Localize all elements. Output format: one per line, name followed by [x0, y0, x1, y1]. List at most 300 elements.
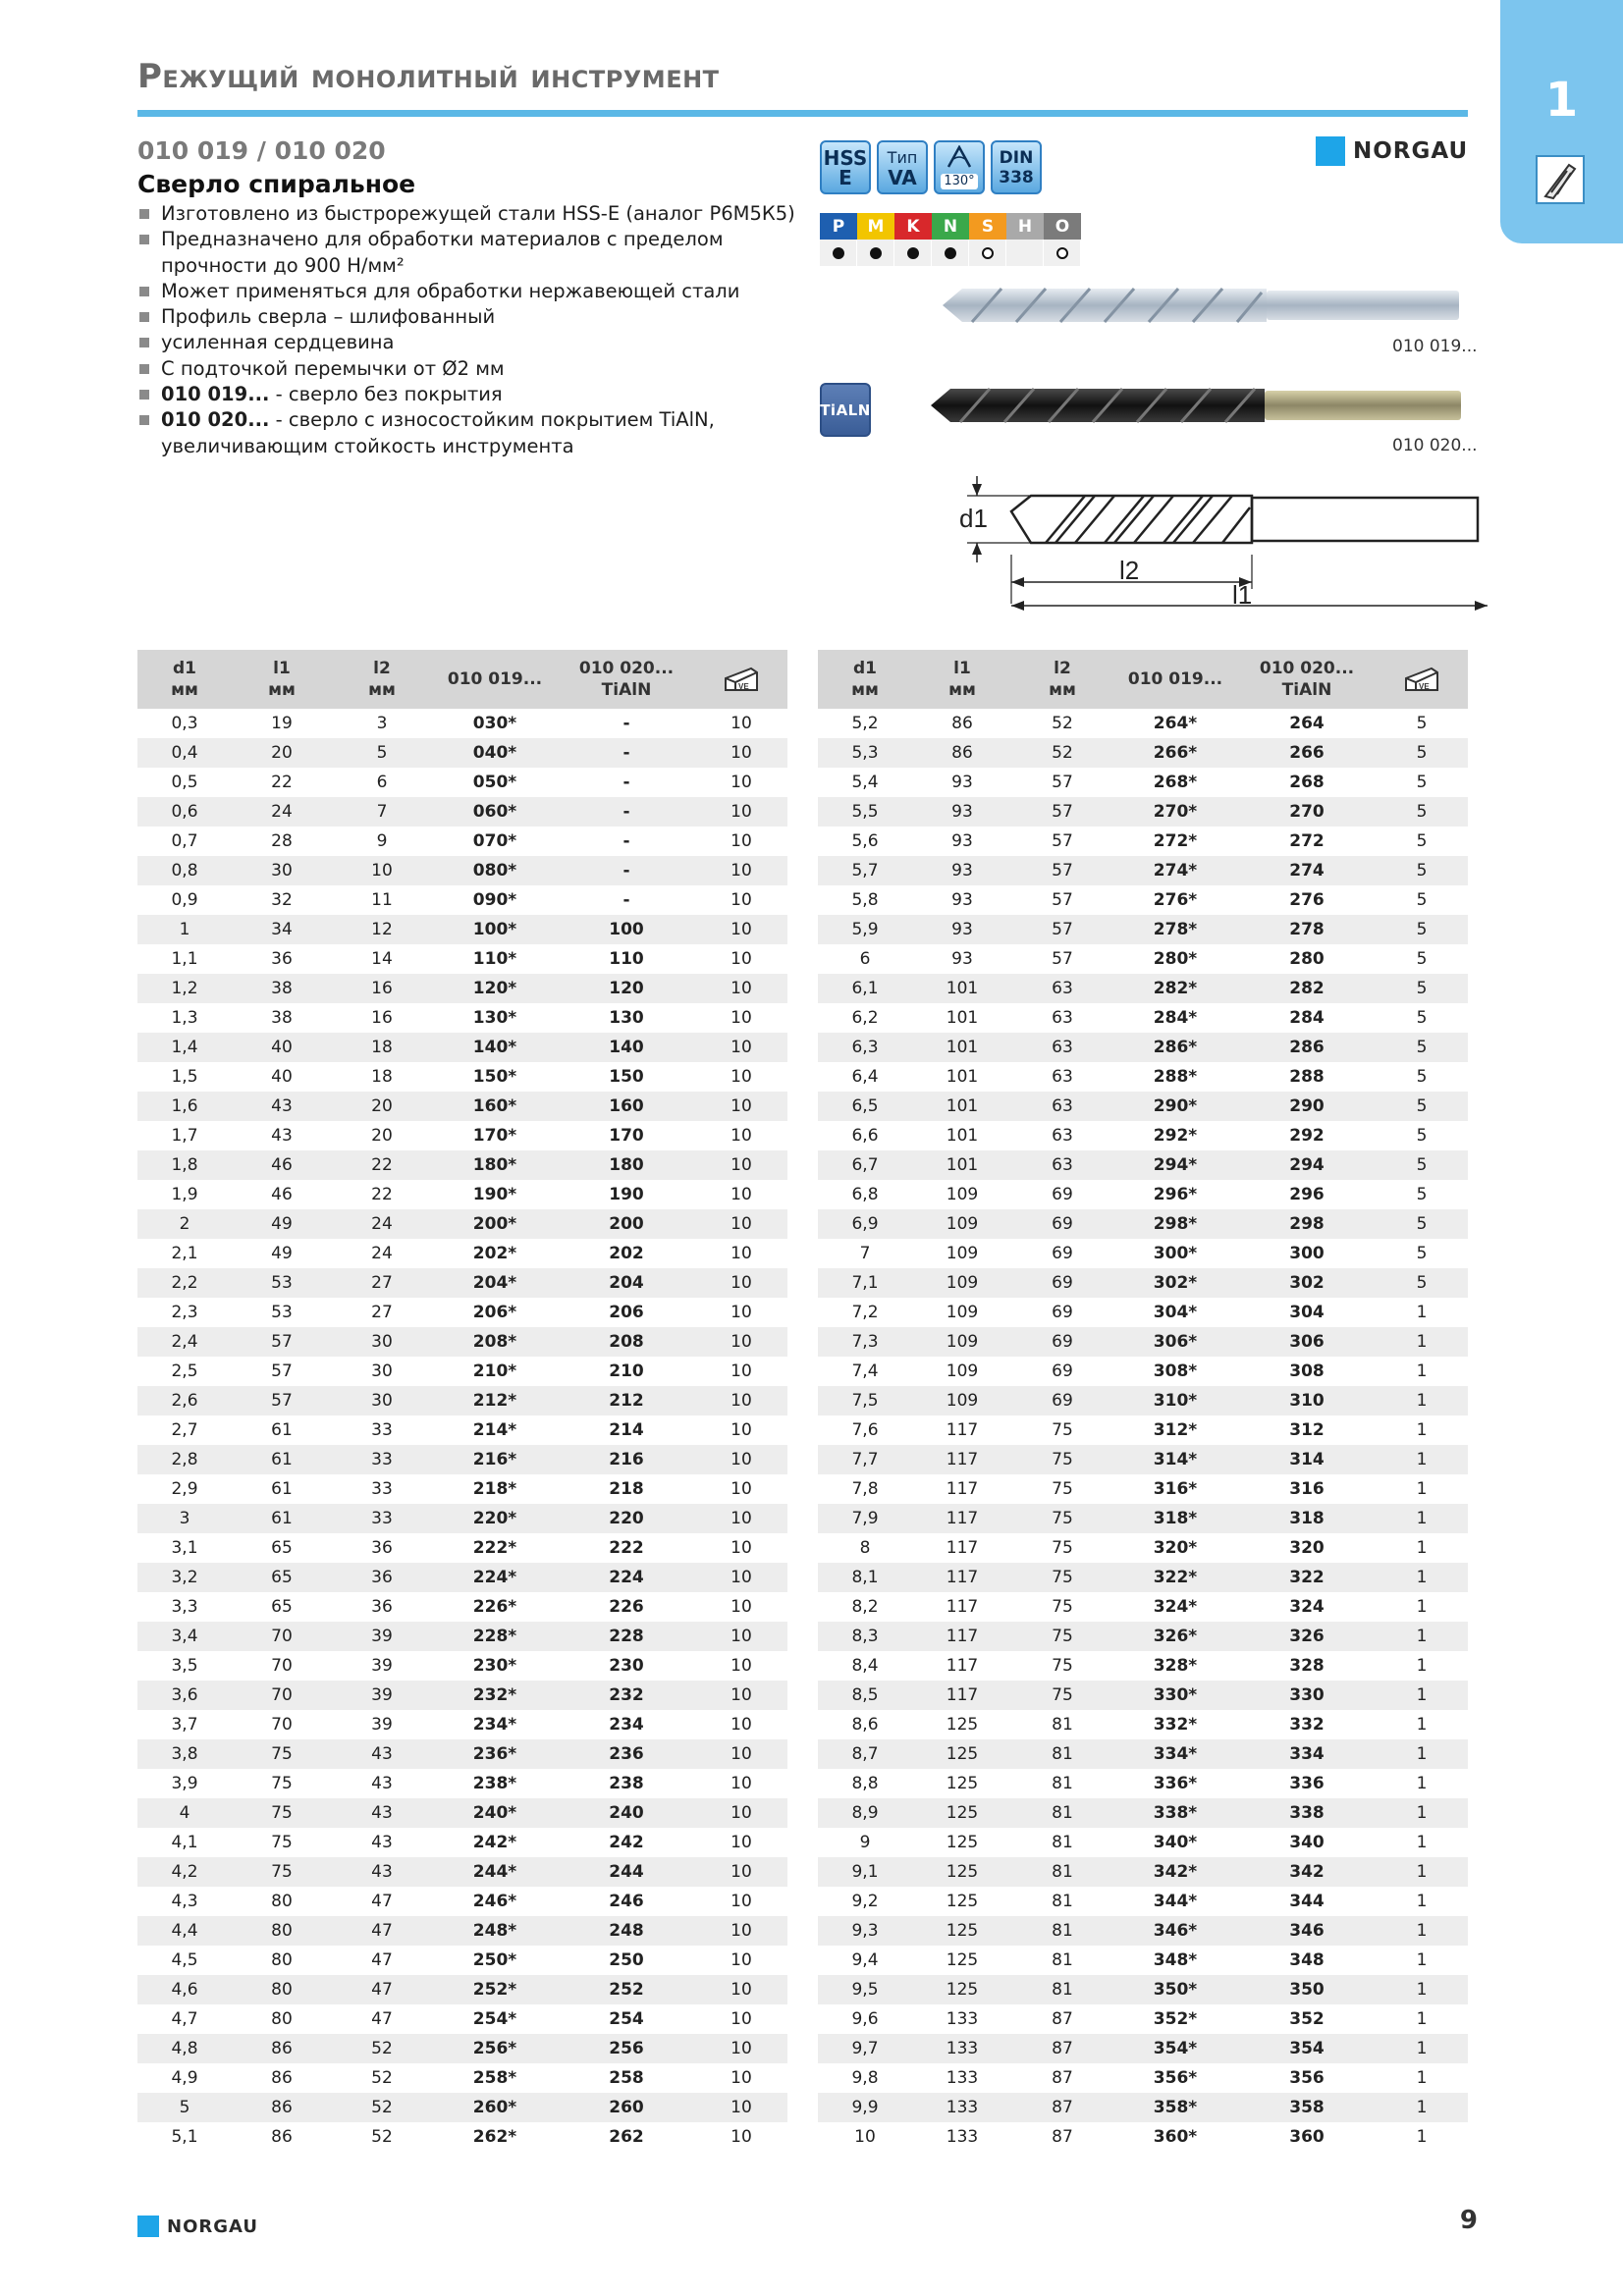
table-row [818, 2063, 1468, 2093]
cell-pack-qty: 1 [1416, 1420, 1428, 1440]
cell-code-010019: 200* [432, 1209, 558, 1239]
table-row [818, 1916, 1468, 1946]
table-row [137, 1180, 787, 1209]
table-row [137, 1798, 787, 1828]
cell-pack-qty: 5 [1416, 1008, 1428, 1028]
cell-d1: 6,4 [851, 1067, 879, 1087]
cell-pack-qty: 10 [695, 1916, 787, 1946]
cell-code-010019: 314* [1112, 1445, 1238, 1474]
cell-d1: 9,8 [851, 2068, 879, 2088]
feature-item: 010 020... - сверло с износостойким покрытием TiAlN, увеличивающим стойкость инструмента [137, 407, 815, 459]
cell-code-010020: 340 [1289, 1833, 1325, 1852]
package-icon [1402, 665, 1441, 694]
cell-code-010020: 216 [558, 1445, 695, 1474]
cell-pack-qty: 1 [1416, 1774, 1428, 1793]
cell-pack-qty: 10 [695, 856, 787, 885]
cell-code-010020: 284 [1289, 1008, 1325, 1028]
cell-d1: 9,4 [851, 1950, 879, 1970]
cell-l1: 109 [946, 1185, 979, 1204]
cell-code-010020: 316 [1289, 1479, 1325, 1499]
cell-l1: 24 [232, 797, 332, 827]
cell-l1: 61 [271, 1479, 293, 1499]
table-row [818, 1415, 1468, 1445]
cell-l2: 12 [332, 915, 432, 944]
cell-l1: 101 [946, 1126, 979, 1146]
cell-code-010020: 272 [1289, 831, 1325, 851]
cell-d1: 9,6 [851, 2009, 879, 2029]
cell-pack-qty: 10 [695, 1386, 787, 1415]
cell-code-010019: 342* [1112, 1857, 1238, 1887]
cell-l1: 86 [951, 714, 973, 733]
cell-code-010020: 352 [1289, 2009, 1325, 2029]
cell-pack-qty: 10 [730, 1420, 752, 1440]
cell-code-010019: 202* [472, 1244, 517, 1263]
cell-code-010019: 290* [1112, 1092, 1238, 1121]
cell-code-010020: 100 [558, 915, 695, 944]
cell-code-010019: 190* [472, 1185, 517, 1204]
cell-code-010020: 280 [1289, 949, 1325, 969]
cell-code-010020: 252 [558, 1975, 695, 2004]
cell-pack-qty: 1 [1376, 1798, 1468, 1828]
cell-d1: 5 [137, 2093, 232, 2122]
cell-code-010019: 050* [472, 773, 517, 792]
cell-code-010020: 230 [609, 1656, 644, 1676]
cell-l1: 117 [946, 1656, 979, 1676]
cell-code-010019: 278* [1112, 915, 1238, 944]
cell-d1: 2,5 [171, 1362, 198, 1381]
table-row [137, 2004, 787, 2034]
cell-l1: 101 [912, 1150, 1012, 1180]
cell-l2: 6 [376, 773, 388, 792]
cell-l1: 117 [946, 1479, 979, 1499]
iso-group-m: M [857, 213, 894, 240]
cell-l1: 109 [912, 1268, 1012, 1298]
cell-pack-qty: 10 [730, 1656, 752, 1676]
cell-l2: 47 [332, 1916, 432, 1946]
cell-code-010020: 238 [609, 1774, 644, 1793]
cell-code-010019: 266* [1112, 738, 1238, 768]
cell-l2: 69 [1052, 1185, 1073, 1204]
cell-code-010020: - [622, 890, 630, 910]
cell-l1: 109 [912, 1209, 1012, 1239]
svg-text:VE: VE [738, 682, 749, 691]
cell-d1: 6,1 [818, 974, 912, 1003]
cell-l1: 28 [271, 831, 293, 851]
table-row [818, 1887, 1468, 1916]
cell-l2: 63 [1052, 1067, 1073, 1087]
cell-code-010020: 244 [558, 1857, 695, 1887]
cell-code-010020: 210 [609, 1362, 644, 1381]
cell-code-010020: 324 [1289, 1597, 1325, 1617]
cell-code-010020: 232 [558, 1681, 695, 1710]
cell-l1: 49 [232, 1209, 332, 1239]
cell-code-010019: 356* [1153, 2068, 1198, 2088]
cell-l2: 43 [371, 1774, 393, 1793]
table-row [818, 1946, 1468, 1975]
table-row [818, 2122, 1468, 2152]
cell-l2: 47 [332, 1975, 432, 2004]
table-row [818, 1033, 1468, 1062]
cell-code-010020: 270 [1238, 797, 1376, 827]
cell-l2: 63 [1052, 1126, 1073, 1146]
cell-pack-qty: 1 [1416, 2009, 1428, 2029]
cell-l2: 81 [1012, 1739, 1112, 1769]
cell-pack-qty: 10 [730, 1067, 752, 1087]
cell-code-010020: 304 [1289, 1303, 1325, 1322]
cell-code-010020: 350 [1238, 1975, 1376, 2004]
table-row [818, 1769, 1468, 1798]
cell-l1: 86 [271, 2127, 293, 2147]
cell-code-010020: 200 [558, 1209, 695, 1239]
cell-code-010019: 170* [472, 1126, 517, 1146]
col-pack-qty [1376, 650, 1468, 709]
cell-pack-qty: 10 [730, 1597, 752, 1617]
table-row [818, 1504, 1468, 1533]
table-row [818, 1828, 1468, 1857]
cell-d1: 5,3 [818, 738, 912, 768]
cell-code-010020: 190 [609, 1185, 644, 1204]
cell-l2: 87 [1012, 2034, 1112, 2063]
cell-d1: 1,1 [171, 949, 198, 969]
cell-l2: 39 [332, 1622, 432, 1651]
header-rule [137, 110, 1468, 117]
table-row [818, 1798, 1468, 1828]
cell-l2: 81 [1052, 1950, 1073, 1970]
cell-pack-qty: 1 [1376, 1563, 1468, 1592]
cell-l1: 65 [232, 1563, 332, 1592]
type-badge: Тип VA [877, 140, 928, 194]
cell-pack-qty: 5 [1376, 974, 1468, 1003]
cell-l1: 34 [232, 915, 332, 944]
cell-code-010019: 300* [1153, 1244, 1198, 1263]
table-row [137, 1386, 787, 1415]
cell-l2: 69 [1012, 1209, 1112, 1239]
cell-d1: 2,4 [137, 1327, 232, 1357]
cell-code-010019: 140* [432, 1033, 558, 1062]
cell-pack-qty: 10 [695, 1563, 787, 1592]
cell-code-010019: 346* [1112, 1916, 1238, 1946]
iso-group-o: O [1044, 213, 1081, 240]
iso-material-grid [820, 213, 1081, 266]
table-row [818, 944, 1468, 974]
cell-d1: 1,9 [171, 1185, 198, 1204]
cell-code-010019: 322* [1112, 1563, 1238, 1592]
cell-code-010019: 242* [472, 1833, 517, 1852]
cell-pack-qty: 10 [695, 974, 787, 1003]
cell-l1: 93 [951, 949, 973, 969]
cell-pack-qty: 10 [695, 2093, 787, 2122]
iso-group-k: K [894, 213, 932, 240]
cell-code-010020: 256 [558, 2034, 695, 2063]
cell-l2: 39 [371, 1656, 393, 1676]
table-row [137, 1150, 787, 1180]
cell-pack-qty: 10 [730, 2009, 752, 2029]
cell-code-010020: - [622, 773, 630, 792]
cell-d1: 3,1 [171, 1538, 198, 1558]
package-icon [722, 665, 761, 694]
cell-d1: 8,4 [851, 1656, 879, 1676]
cell-l2: 81 [1052, 1774, 1073, 1793]
cell-code-010019: 274* [1112, 856, 1238, 885]
cell-code-010020: 212 [558, 1386, 695, 1415]
table-row [137, 1710, 787, 1739]
feature-item: Предназначено для обработки материалов с пределом прочности до 900 Н/мм² [137, 227, 815, 279]
cell-pack-qty: 5 [1376, 1209, 1468, 1239]
table-row [818, 768, 1468, 797]
cell-pack-qty: 5 [1416, 949, 1428, 969]
cell-code-010019: 268* [1153, 773, 1198, 792]
cell-l1: 38 [271, 1008, 293, 1028]
cell-code-010020: 302 [1238, 1268, 1376, 1298]
cell-code-010020: 236 [558, 1739, 695, 1769]
cell-l2: 30 [332, 1386, 432, 1415]
cell-d1: 4,7 [171, 2009, 198, 2029]
table-row [818, 2004, 1468, 2034]
drill-coated-image [931, 381, 1466, 434]
cell-code-010020: 286 [1238, 1033, 1376, 1062]
cell-code-010019: 160* [432, 1092, 558, 1121]
cell-l1: 93 [912, 856, 1012, 885]
table-row [137, 1121, 787, 1150]
cell-l1: 32 [271, 890, 293, 910]
cell-l1: 117 [912, 1563, 1012, 1592]
cell-code-010019: 282* [1112, 974, 1238, 1003]
cell-pack-qty: 10 [730, 1126, 752, 1146]
table-row [818, 974, 1468, 1003]
cell-l2: 30 [371, 1362, 393, 1381]
cell-pack-qty: 5 [1416, 1067, 1428, 1087]
cell-code-010019: 310* [1112, 1386, 1238, 1415]
table-row [137, 1062, 787, 1092]
cell-code-010019: 120* [432, 974, 558, 1003]
cell-l1: 93 [951, 890, 973, 910]
table-row [137, 1357, 787, 1386]
cell-d1: 7,9 [818, 1504, 912, 1533]
cell-pack-qty: 1 [1416, 1715, 1428, 1735]
cell-code-010019: 060* [432, 797, 558, 827]
cell-d1: 0,9 [171, 890, 198, 910]
table-row [818, 827, 1468, 856]
col-pack-qty [695, 650, 787, 709]
cell-code-010020: 306 [1238, 1327, 1376, 1357]
cell-code-010019: 276* [1153, 890, 1198, 910]
cell-d1: 1,4 [137, 1033, 232, 1062]
cell-d1: 8,3 [818, 1622, 912, 1651]
cell-pack-qty: 10 [730, 1538, 752, 1558]
cell-l2: 63 [1052, 1008, 1073, 1028]
cell-code-010019: 272* [1153, 831, 1198, 851]
cell-pack-qty: 1 [1416, 1833, 1428, 1852]
cell-code-010020: 342 [1238, 1857, 1376, 1887]
cell-l2: 9 [376, 831, 388, 851]
cell-code-010019: 352* [1153, 2009, 1198, 2029]
logo-square-icon [137, 2216, 159, 2237]
cell-l2: 69 [1052, 1303, 1073, 1322]
cell-d1: 3,8 [137, 1739, 232, 1769]
feature-item: Изготовлено из быстрорежущей стали HSS-E (аналог Р6М5К5) [137, 201, 815, 227]
cell-code-010020: 308 [1289, 1362, 1325, 1381]
iso-suitability-o [1044, 240, 1081, 266]
cell-pack-qty: 1 [1416, 1362, 1428, 1381]
table-row [818, 1180, 1468, 1209]
cell-code-010019: 238* [472, 1774, 517, 1793]
cell-code-010020: - [558, 797, 695, 827]
cell-l1: 133 [946, 2068, 979, 2088]
cell-d1: 4,5 [171, 1950, 198, 1970]
table-row [137, 2122, 787, 2152]
feature-list [137, 201, 815, 459]
cell-code-010020: 328 [1289, 1656, 1325, 1676]
cell-l2: 24 [332, 1209, 432, 1239]
table-row [137, 1445, 787, 1474]
table-row [137, 915, 787, 944]
feature-item: С подточкой перемычки от Ø2 мм [137, 356, 815, 382]
cell-code-010019: 252* [432, 1975, 558, 2004]
cell-l1: 53 [271, 1303, 293, 1322]
cell-code-010019: 220* [432, 1504, 558, 1533]
cell-pack-qty: 5 [1376, 1092, 1468, 1121]
iso-suitability-p [820, 240, 857, 266]
cell-pack-qty: 1 [1376, 1739, 1468, 1769]
cell-pack-qty: 5 [1416, 773, 1428, 792]
table-row [818, 1563, 1468, 1592]
cell-d1: 3,2 [137, 1563, 232, 1592]
cell-code-010019: 286* [1112, 1033, 1238, 1062]
table-row [137, 1857, 787, 1887]
cell-l1: 19 [271, 714, 293, 733]
cell-l1: 40 [232, 1033, 332, 1062]
cell-l1: 80 [271, 1950, 293, 1970]
table-row [137, 944, 787, 974]
iso-group-p: P [820, 213, 857, 240]
cell-code-010020: 288 [1289, 1067, 1325, 1087]
cell-code-010019: 228* [432, 1622, 558, 1651]
cell-l1: 109 [946, 1362, 979, 1381]
cell-code-010019: 324* [1153, 1597, 1198, 1617]
table-row [137, 1239, 787, 1268]
cell-pack-qty: 1 [1376, 1386, 1468, 1415]
cell-l2: 52 [332, 2093, 432, 2122]
cell-l2: 63 [1012, 1092, 1112, 1121]
cell-code-010020: 276 [1289, 890, 1325, 910]
cell-l2: 57 [1012, 915, 1112, 944]
cell-code-010020: 292 [1289, 1126, 1325, 1146]
cell-l1: 109 [912, 1386, 1012, 1415]
table-row [137, 1504, 787, 1533]
point-angle-icon [945, 145, 974, 174]
half-dot-icon [1056, 247, 1068, 259]
cell-code-010019: 336* [1153, 1774, 1198, 1793]
half-dot-icon [982, 247, 994, 259]
cell-l1: 65 [271, 1538, 293, 1558]
table-row [137, 709, 787, 738]
iso-group-n: N [932, 213, 969, 240]
cell-code-010019: 262* [472, 2127, 517, 2147]
cell-l1: 80 [271, 2009, 293, 2029]
cell-d1: 6,8 [851, 1185, 879, 1204]
iso-suitability-k [894, 240, 932, 266]
cell-code-010019: 230* [472, 1656, 517, 1676]
table-row [137, 856, 787, 885]
cell-l2: 14 [371, 949, 393, 969]
cell-code-010020: 356 [1289, 2068, 1325, 2088]
cell-code-010020: 218 [609, 1479, 644, 1499]
cell-l1: 70 [232, 1681, 332, 1710]
cell-l1: 38 [232, 974, 332, 1003]
chapter-number: 1 [1544, 73, 1579, 128]
cell-code-010019: 030* [472, 714, 517, 733]
cell-d1: 8,8 [851, 1774, 879, 1793]
table-row [137, 1563, 787, 1592]
cell-code-010019: 298* [1112, 1209, 1238, 1239]
cell-code-010019: 334* [1112, 1739, 1238, 1769]
cell-code-010020: 170 [609, 1126, 644, 1146]
cell-l1: 125 [912, 1857, 1012, 1887]
cell-code-010020: 264 [1289, 714, 1325, 733]
cell-code-010020: 318 [1238, 1504, 1376, 1533]
cell-pack-qty: 10 [730, 1950, 752, 1970]
cell-code-010019: 328* [1153, 1656, 1198, 1676]
table-row [137, 1415, 787, 1445]
cell-pack-qty: 1 [1376, 2034, 1468, 2063]
cell-l1: 43 [232, 1092, 332, 1121]
cell-pack-qty: 1 [1376, 1504, 1468, 1533]
feature-item: Может применяться для обработки нержавеющей стали [137, 279, 815, 304]
cell-pack-qty: 10 [695, 1033, 787, 1062]
cell-code-010019: 232* [432, 1681, 558, 1710]
cell-d1: 5,7 [818, 856, 912, 885]
cell-d1: 7,6 [851, 1420, 879, 1440]
cell-l2: 75 [1012, 1681, 1112, 1710]
cell-pack-qty: 10 [730, 1008, 752, 1028]
cell-l1: 86 [232, 2093, 332, 2122]
chapter-tab[interactable] [1500, 0, 1623, 243]
col-l2: l2 мм [1012, 650, 1112, 709]
cell-code-010020: 222 [609, 1538, 644, 1558]
table-row [137, 1003, 787, 1033]
cell-pack-qty: 10 [695, 1622, 787, 1651]
cell-pack-qty: 10 [730, 1892, 752, 1911]
cell-pack-qty: 10 [730, 1833, 752, 1852]
cell-pack-qty: 10 [695, 1268, 787, 1298]
cell-l1: 125 [946, 1715, 979, 1735]
cell-l1: 75 [271, 1833, 293, 1852]
cell-d1: 5,8 [851, 890, 879, 910]
cell-code-010019: 360* [1153, 2127, 1198, 2147]
cell-d1: 5,6 [851, 831, 879, 851]
table-row [137, 1268, 787, 1298]
cell-d1: 1 [137, 915, 232, 944]
caption-uncoated: 010 019... [1392, 337, 1478, 356]
table-row [818, 738, 1468, 768]
cell-l1: 75 [232, 1798, 332, 1828]
col-010019: 010 019... [1112, 650, 1238, 709]
cell-code-010020: 266 [1238, 738, 1376, 768]
cell-code-010019: 326* [1112, 1622, 1238, 1651]
table-row [818, 1357, 1468, 1386]
cell-l2: 5 [332, 738, 432, 768]
cell-code-010020: 240 [558, 1798, 695, 1828]
cell-l1: 125 [946, 1950, 979, 1970]
cell-pack-qty: 10 [730, 1362, 752, 1381]
cell-l2: 33 [371, 1420, 393, 1440]
cell-code-010019: 080* [432, 856, 558, 885]
cell-l2: 39 [371, 1715, 393, 1735]
footer-logo: NORGAU [137, 2216, 258, 2237]
cell-code-010020: 336 [1289, 1774, 1325, 1793]
col-l1: l1 мм [912, 650, 1012, 709]
cell-pack-qty: 1 [1376, 1916, 1468, 1946]
